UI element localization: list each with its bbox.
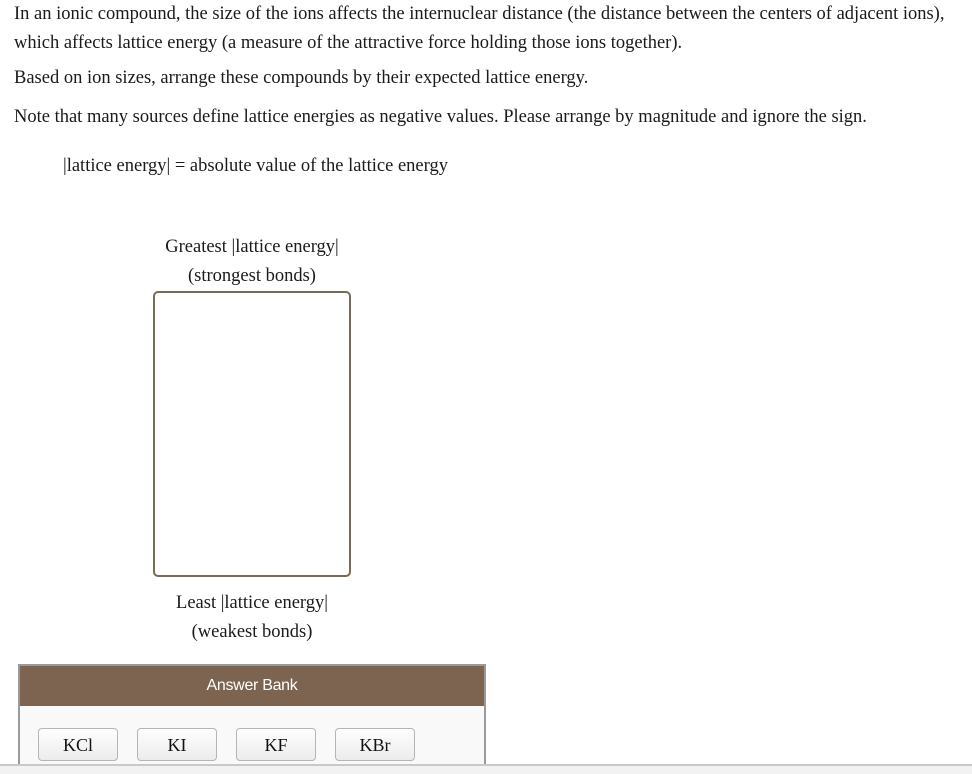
definition-text: |lattice energy| = absolute value of the lattice energy bbox=[63, 156, 448, 176]
answer-chip-kbr[interactable]: KBr bbox=[335, 728, 415, 761]
least-label-line2: (weakest bonds) bbox=[191, 622, 313, 642]
answer-bank bbox=[18, 664, 486, 774]
answer-bank-header: Answer Bank bbox=[20, 666, 484, 706]
greatest-label bbox=[102, 233, 402, 291]
least-label bbox=[102, 589, 402, 647]
answer-chip-ki[interactable]: KI bbox=[137, 728, 217, 761]
task-instruction: Based on ion sizes, arrange these compounds by their expected lattice energy. bbox=[14, 68, 589, 88]
greatest-label-line1: Greatest |lattice energy| bbox=[165, 237, 339, 257]
least-label-line1: Least |lattice energy| bbox=[176, 593, 328, 613]
greatest-label-line2: (strongest bonds) bbox=[188, 266, 316, 286]
ranking-drop-zone[interactable] bbox=[153, 291, 351, 577]
intro-paragraph: In an ionic compound, the size of the ions affects the internuclear distance (the distance between the centers of adjacent ions), which affects lattice energy (a measure of the attractive force holding those ions together). bbox=[14, 4, 945, 53]
answer-chip-kcl[interactable]: KCl bbox=[38, 728, 118, 761]
sign-note: Note that many sources define lattice energies as negative values. Please arrange by magnitude and ignore the sign. bbox=[14, 107, 867, 127]
answer-chip-kf[interactable]: KF bbox=[236, 728, 316, 761]
bottom-bar bbox=[0, 764, 972, 774]
